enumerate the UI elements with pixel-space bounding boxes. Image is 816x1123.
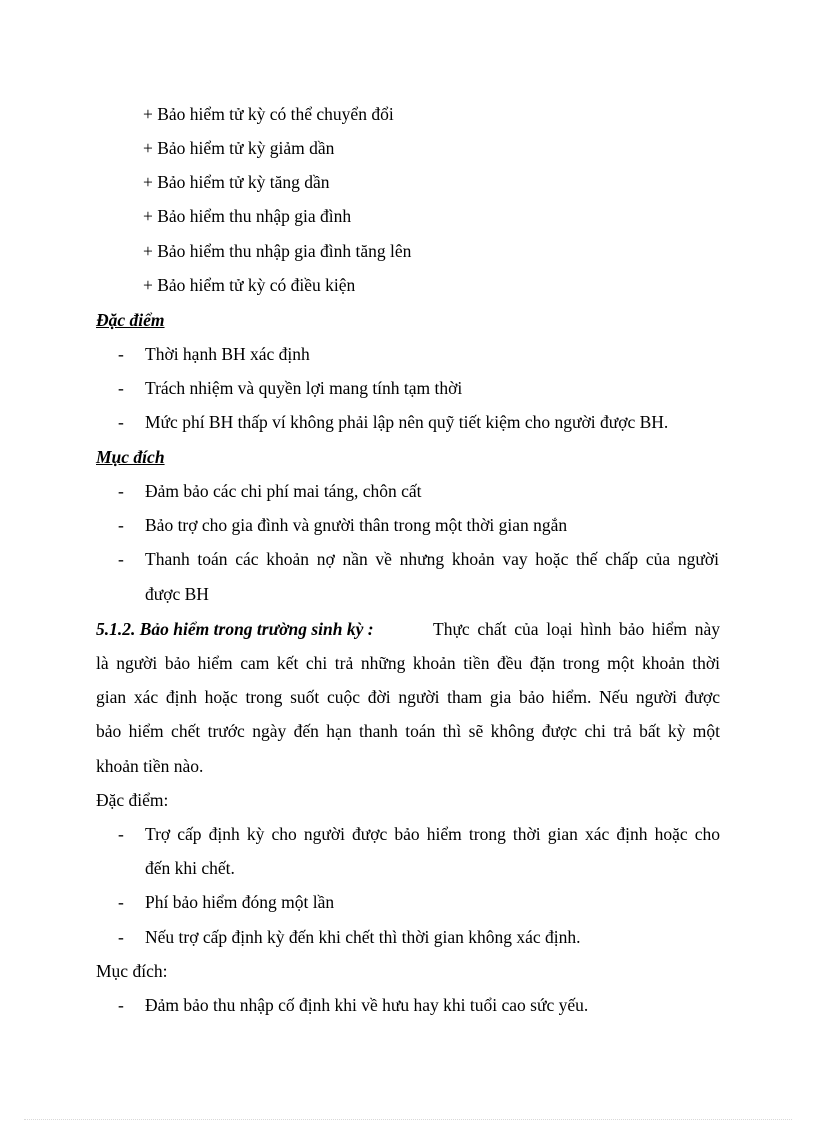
characteristics-2-heading: Đặc điểm: xyxy=(96,790,169,810)
section-title xyxy=(96,618,374,640)
section-paragraph-line: bảo hiểm chết trước ngày đến hạn thanh toán thì sẽ không được chi trả bất kỳ một xyxy=(96,721,720,741)
insurance-type-item: + Bảo hiểm tử kỳ có điều kiện xyxy=(143,275,356,295)
section-title-text: 5.1.2. Bảo hiểm trong trường sinh kỳ : xyxy=(96,619,374,639)
characteristic-2-item: Phí bảo hiểm đóng một lần xyxy=(145,892,335,912)
section-paragraph-line: gian xác định hoặc trong suốt cuộc đời người tham gia bảo hiểm. Nếu người được xyxy=(96,687,720,707)
page-bottom-rule xyxy=(24,1119,792,1120)
bullet-dash: - xyxy=(118,515,124,535)
section-paragraph-line: khoản tiền nào. xyxy=(96,756,204,776)
insurance-type-item: + Bảo hiểm tử kỳ có thể chuyển đổi xyxy=(143,104,394,124)
bullet-dash: - xyxy=(118,995,124,1015)
bullet-dash: - xyxy=(118,927,124,947)
purpose-item: Bảo trợ cho gia đình và gnười thân trong một thời gian ngắn xyxy=(145,515,568,535)
bullet-dash: - xyxy=(118,824,124,844)
characteristic-item: Trách nhiệm và quyền lợi mang tính tạm thời xyxy=(145,378,463,398)
bullet-dash: - xyxy=(118,549,124,569)
characteristics-heading: Đặc điểm xyxy=(96,310,165,330)
purpose-2-item: Đảm bảo thu nhập cố định khi về hưu hay khi tuổi cao sức yếu. xyxy=(145,995,589,1015)
purpose-item: Thanh toán các khoản nợ nần về nhưng khoản vay hoặc thế chấp của người xyxy=(145,549,719,569)
purpose-item: Đảm bảo các chi phí mai táng, chôn cất xyxy=(145,481,422,501)
section-paragraph-line: là người bảo hiểm cam kết chi trả những khoản tiền đều đặn trong một khoản thời xyxy=(96,653,720,673)
bullet-dash: - xyxy=(118,892,124,912)
characteristic-2-item-continuation: đến khi chết. xyxy=(145,858,235,878)
purpose-item-continuation: được BH xyxy=(145,584,209,604)
characteristic-2-item: Trợ cấp định kỳ cho người được bảo hiểm trong thời gian xác định hoặc cho xyxy=(145,824,720,844)
purpose-2-heading: Mục đích: xyxy=(96,961,168,981)
bullet-dash: - xyxy=(118,344,124,364)
characteristic-item: Thời hạnh BH xác định xyxy=(145,344,310,364)
bullet-dash: - xyxy=(118,412,124,432)
characteristic-2-item: Nếu trợ cấp định kỳ đến khi chết thì thời gian không xác định. xyxy=(145,927,581,947)
insurance-type-item: + Bảo hiểm thu nhập gia đình tăng lên xyxy=(143,241,412,261)
characteristic-item: Mức phí BH thấp ví không phải lập nên quỹ tiết kiệm cho người được BH. xyxy=(145,412,669,432)
bullet-dash: - xyxy=(118,378,124,398)
purpose-heading: Mục đích xyxy=(96,447,165,467)
section-paragraph-line: Thực chất của loại hình bảo hiểm này xyxy=(433,619,720,639)
bullet-dash: - xyxy=(118,481,124,501)
insurance-type-item: + Bảo hiểm tử kỳ tăng dần xyxy=(143,172,330,192)
insurance-type-item: + Bảo hiểm tử kỳ giảm dần xyxy=(143,138,335,158)
insurance-type-item: + Bảo hiểm thu nhập gia đình xyxy=(143,206,352,226)
